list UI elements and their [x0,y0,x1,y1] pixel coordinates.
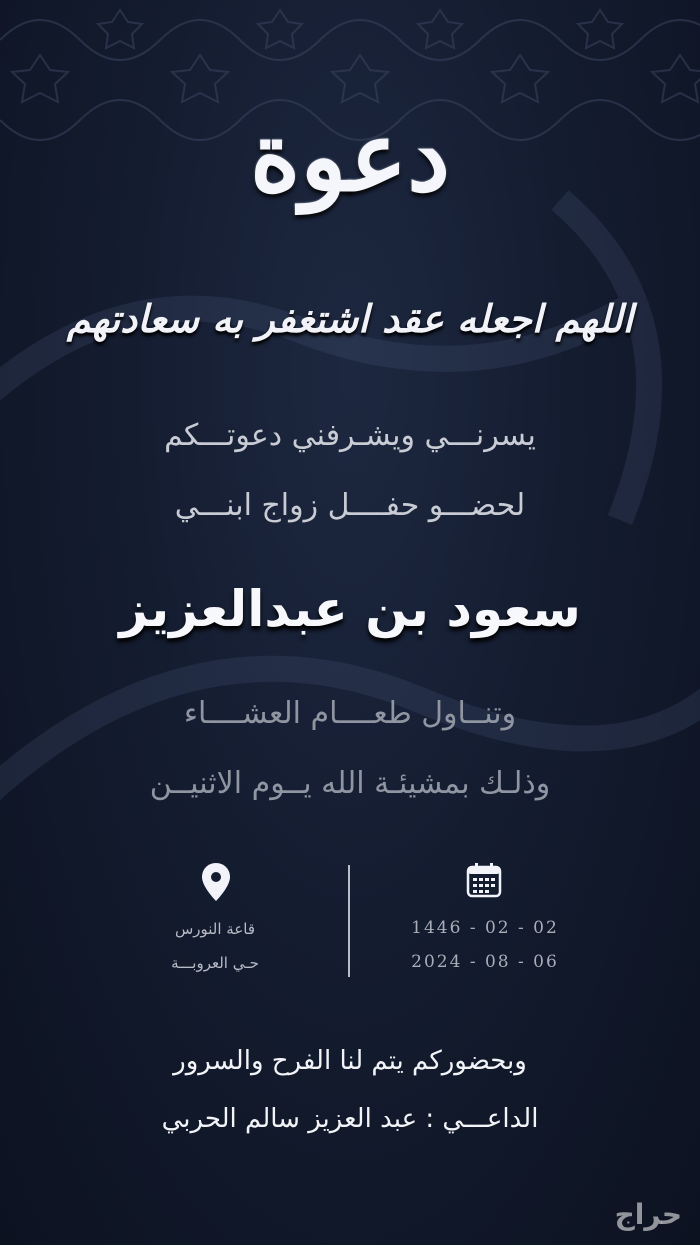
watermark-logo: حراج [614,1198,682,1231]
intro-line-1: يسرنـــي ويشـرفني دعوتـــكم [164,418,536,453]
vertical-divider [348,865,350,977]
intro-line-2: لحضـــو حفــــل زواج ابنـــي [174,488,526,523]
closing-line: وبحضوركم يتم لنا الفرح والسرور [173,1046,527,1076]
groom-name: سعود بن عبدالعزيز [119,580,581,638]
map-pin-icon [202,863,230,901]
host-line: الداعـــي : عبد العزيز سالم الحربي [161,1104,539,1134]
gregorian-date: 2024 - 08 - 06 [411,952,559,972]
hijri-date: 1446 - 02 - 02 [411,918,559,938]
day-line: وذلـك بمشيئـة الله يــوم الاثنيــن [149,766,551,801]
venue-name: قاعة النورس [174,920,256,938]
calendar-icon [466,862,502,898]
invitation-title: دعوة [250,100,450,213]
venue-district: حـي العروبـــة [171,954,259,972]
prayer-calligraphy: اللهم اجعله عقد اشتغفر به سعادتهم [66,296,634,341]
dinner-line: وتنــاول طعــــام العشــــاء [183,696,517,731]
